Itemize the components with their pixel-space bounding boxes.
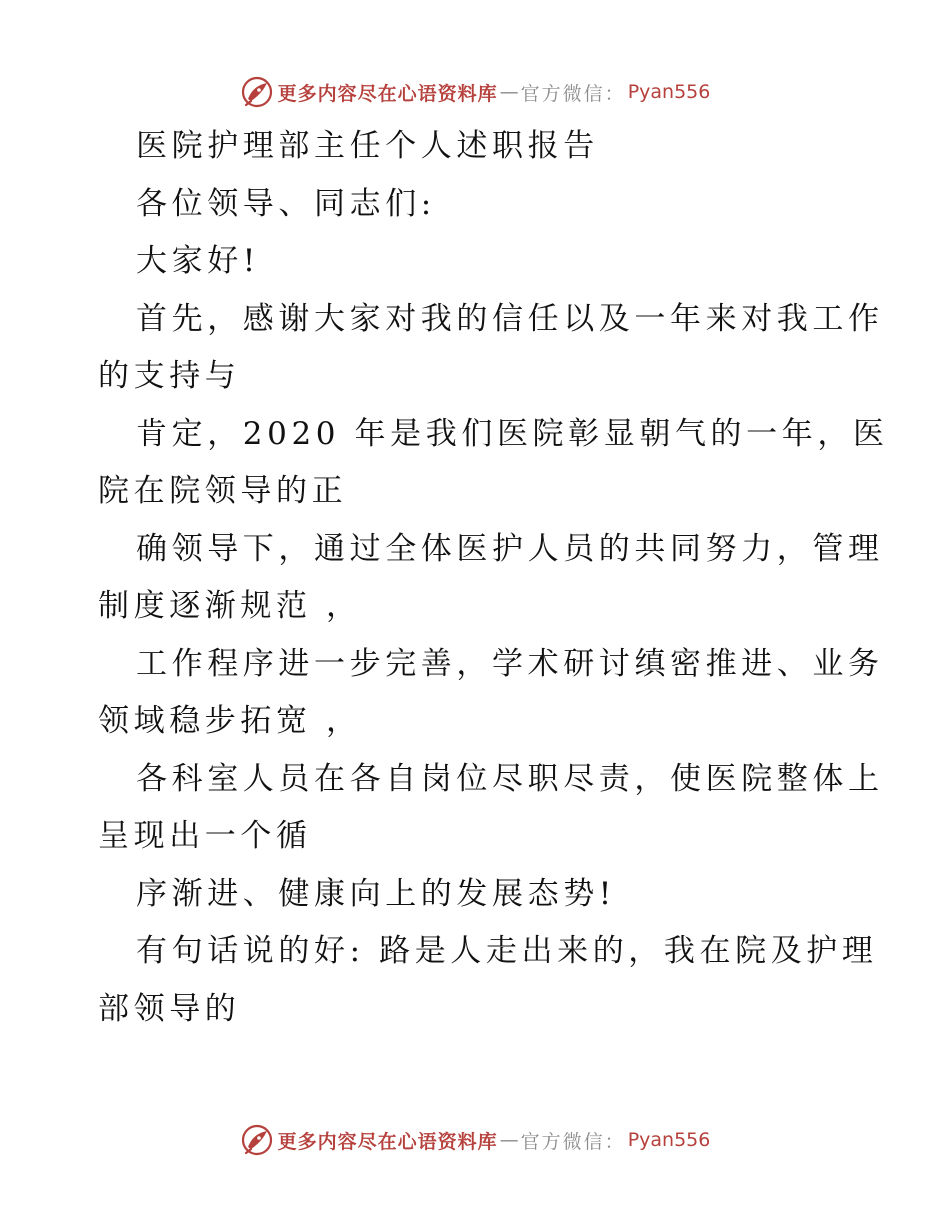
document-line: 医院护理部主任个人述职报告	[136, 128, 599, 164]
document-line: 制度逐渐规范 ，	[98, 588, 362, 624]
document-line: 首先，感谢大家对我的信任以及一年来对我工作	[136, 300, 884, 337]
banner-separator: —	[499, 81, 519, 103]
banner-wechat-id: Pyan556	[627, 81, 711, 103]
banner-brand-text: 更多内容尽在心语资料库	[277, 82, 498, 105]
banner-brand-text: 更多内容尽在心语资料库	[277, 1130, 498, 1153]
document-line: 部领导的	[98, 990, 241, 1027]
header-banner	[0, 72, 950, 112]
document-line: 各科室人员在各自岗位尽职尽责，使医院整体上	[136, 760, 884, 797]
document-line: 序渐进、健康向上的发展态势!	[136, 875, 616, 912]
document-line: 工作程序进一步完善，学术研讨缜密推进、业务	[136, 645, 884, 682]
pen-nib-logo-icon	[240, 75, 274, 109]
document-line: 的支持与	[98, 358, 241, 394]
banner-contact-label: 官方微信：	[520, 82, 626, 105]
document-line: 院在院领导的正	[98, 473, 348, 509]
document-line: 各位领导、同志们:	[136, 185, 436, 222]
footer-banner	[0, 1120, 950, 1160]
pen-nib-logo-icon	[240, 1123, 274, 1157]
banner-wechat-id: Pyan556	[627, 1129, 711, 1151]
banner-contact-label: 官方微信：	[520, 1130, 626, 1153]
document-line: 大家好!	[136, 243, 260, 279]
banner-separator: —	[499, 1129, 519, 1151]
document-line: 有句话说的好: 路是人走出来的，我在院及护理	[136, 933, 878, 969]
document-line: 确领导下，通过全体医护人员的共同努力，管理	[136, 530, 884, 567]
document-body	[98, 118, 889, 1038]
document-line: 呈现出一个循	[98, 818, 312, 854]
document-line: 领域稳步拓宽 ，	[98, 703, 362, 739]
document-line: 肯定，2020 年是我们医院彰显朝气的一年，医	[136, 415, 889, 452]
